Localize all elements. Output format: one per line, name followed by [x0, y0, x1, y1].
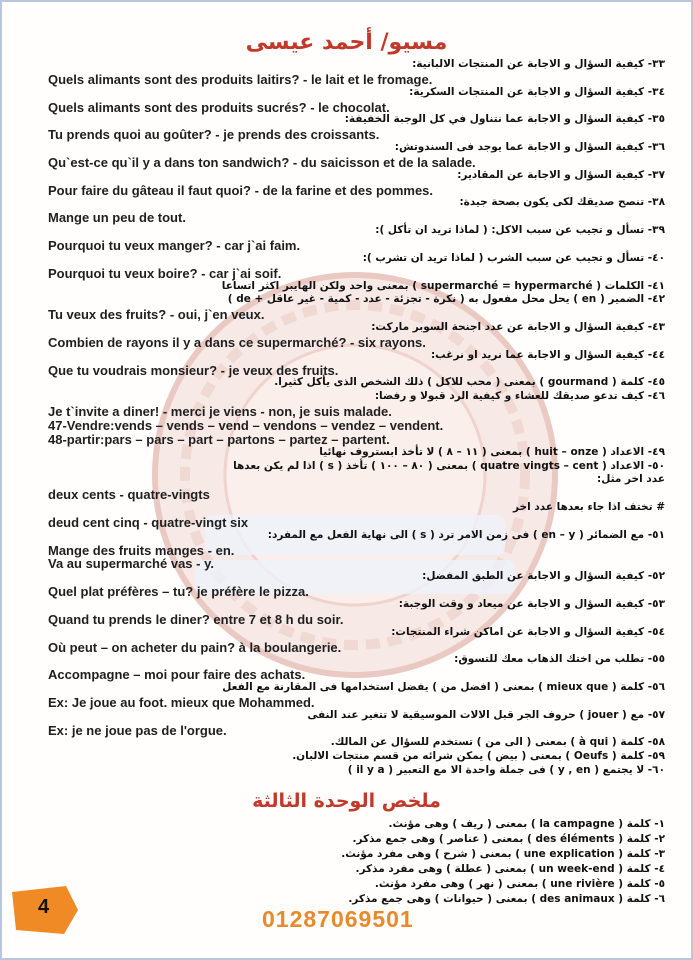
french-example-line: Quels alimants sont des produits laitirs? - le lait et le fromage.: [48, 71, 433, 87]
summary-item: ٤- كلمة ( un week-end ) بمعنى ( عطلة ) وهى مفرد مذكر.: [355, 863, 665, 875]
arabic-rule-line: ٥٧- مع ( jouer ) حروف الجر قبل الالات الموسيقية لا تتغير عند النفى: [307, 708, 665, 721]
arabic-rule-line: ٥٥- تطلب من اختك الذهاب معك للتسوق:: [454, 653, 665, 666]
footer-phone: 01287069501: [262, 906, 414, 932]
french-example-line: Je t`invite a diner! - merci je viens - non, je suis malade.: [48, 404, 392, 420]
french-example-line: Pour faire du gâteau il faut quoi? - de la farine et des pommes.: [48, 182, 434, 198]
french-example-line: Quels alimants sont des produits sucrés? - le chocolat.: [48, 99, 390, 115]
arabic-rule-line: ٥١- مع الضمائر ( en – y ) فى زمن الامر ترد ( s ) الى نهاية الفعل مع المفرد:: [267, 528, 665, 541]
french-example-line: Va au supermarché vas - y.: [48, 556, 214, 572]
arabic-rule-line: ٤٢- الضمير ( en ) يحل محل مفعول به ( نكرة - تجزئة - عدد - كمية - غير عاقل + de ): [227, 293, 665, 306]
summary-item: ٦- كلمة ( des animaux ) بمعنى ( حيوانات ) وهى جمع مذكر.: [348, 893, 665, 905]
french-example-line: deud cent cinq - quatre-vingt six: [48, 514, 249, 530]
arabic-rule-line: ٣٩- تسأل و تجيب عن سبب الاكل: ( لماذا تريد ان تأكل ):: [375, 224, 665, 237]
arabic-rule-line: ٥٢- كيفية السؤال و الاجابة عن الطبق المفضل:: [422, 570, 665, 583]
french-example-line: 47-Vendre:vends – vends – vend – vendons – vendez – vendent.: [48, 418, 444, 433]
summary-item: ٢- كلمة ( des éléments ) بمعنى ( عناصر ) وهى جمع مذكر.: [352, 833, 665, 845]
french-example-line: Quand tu prends le diner? entre 7 et 8 h du soir.: [48, 611, 344, 627]
arabic-rule-line: ٥٨- كلمة ( à qui ) بمعنى ( الى من ) تستخدم للسؤال عن المالك.: [330, 736, 665, 749]
arabic-rule-line: ٤٣- كيفية السؤال و الاجابة عن عدد اجنحة السوبر ماركت:: [371, 321, 665, 334]
arabic-rule-line: ٣٦- كيفية السؤال و الاجابة عما يوجد فى السندوتش:: [394, 141, 665, 154]
summary-item: ٣- كلمة ( une explication ) بمعنى ( شرح ) وهى مفرد مؤنث.: [341, 848, 665, 860]
summary-item: ١- كلمة ( la campagne ) بمعنى ( ريف ) وهى مؤنث.: [388, 818, 665, 830]
french-example-line: Accompagne – moi pour faire des achats.: [48, 667, 306, 683]
arabic-rule-line: ٣٨- تنصح صديقك لكى يكون بصحة جيدة:: [459, 196, 665, 209]
arabic-rule-line: # تختف اذا جاء بعدها عدد اخر: [513, 501, 665, 514]
arabic-rule-line: ٤٩- الاعداد ( huit – onze ) بمعنى ( ١١ – ٨ ) لا تأخذ ابستروف نهائيا: [319, 445, 665, 458]
arabic-rule-line: ٤١- الكلمات ( supermarché = hypermarché ) بمعنى واحد ولكن الهايبر اكثر اتساعا: [221, 279, 665, 292]
arabic-rule-line: ٤٥- كلمة ( gourmand ) بمعنى ( محب للاكل ) ذلك الشخص الذى يأكل كثيرا.: [274, 376, 665, 389]
french-example-line: Tu veux des fruits? - oui, j`en veux.: [48, 307, 265, 323]
french-example-line: Pourquoi tu veux boire? - car j`ai soif.: [48, 265, 282, 281]
french-example-line: deux cents - quatre-vingts: [48, 487, 210, 503]
french-example-line: Pourquoi tu veux manger? - car j`ai faim.: [48, 238, 301, 253]
french-example-line: Qu`est-ce qu`il y a dans ton sandwich? - du saicisson et de la salade.: [48, 154, 476, 170]
arabic-rule-line: ٤٤- كيفية السؤال و الاجابة عما نريد او نرغب:: [430, 348, 665, 361]
page-number-badge: [10, 884, 80, 936]
arabic-rule-line: ٥٣- كيفية السؤال و الاجابة عن ميعاد و وقت الوجبة:: [398, 598, 665, 610]
arabic-rule-line: ٤٦- كيف تدعو صديقك للعشاء و كيفية الرد قبولا و رفضا:: [374, 390, 665, 403]
arabic-rule-line: ٣٤- كيفية السؤال و الاجابة عن المنتجات السكرية:: [409, 85, 665, 98]
page-number: 4: [38, 896, 50, 918]
arabic-rule-line: ٦٠- لا يجتمع ( y , en ) فى جملة واحدة الا مع التعبير ( il y a ): [347, 764, 665, 777]
french-example-line: Que tu voudrais monsieur? - je veux des fruits.: [48, 362, 339, 378]
arabic-rule-line: ٥٤- كيفية السؤال و الاجابة عن اماكن شراء المنتجات:: [391, 625, 665, 638]
french-example-line: Ex: je ne joue pas de l'orgue.: [48, 722, 227, 738]
french-example-line: Ex: Je joue au foot. mieux que Mohammed.: [48, 694, 315, 710]
french-example-line: Tu prends quoi au goûter? - je prends des croissants.: [48, 127, 380, 143]
french-example-line: Où peut – on acheter du pain? à la boulangerie.: [48, 639, 342, 655]
arabic-rule-line: ٥٠- الاعداد ( quatre vingts – cent ) بمعنى ( ٨٠ – ١٠٠ ) تأخذ ( s ) اذا لم يكن بعدها: [233, 459, 665, 472]
arabic-rule-line: ٣٧- كيفية السؤال و الاجابة عن المقادير:: [457, 168, 665, 181]
french-example-line: Quel plat préfères – tu? je préfère le pizza.: [48, 584, 309, 600]
french-example-line: Mange des fruits manges - en.: [48, 542, 235, 558]
french-example-line: Mange un peu de tout.: [48, 210, 186, 226]
arabic-rule-line: ٣٣- كيفية السؤال و الاجابة عن المنتجات الالبانية:: [412, 58, 665, 70]
arabic-rule-line: ٣٥- كيفية السؤال و الاجابة عما نتناول في كل الوجبة الخفيفة:: [344, 113, 665, 126]
french-example-line: Combien de rayons il y a dans ce supermarché? - six rayons.: [48, 334, 426, 350]
page-title: مسيو/ أحمد عيسى: [245, 30, 448, 55]
arabic-rule-line: ٥٦- كلمة ( mieux que ) بمعنى ( افضل من ) يفضل استخدامها فى المقارنة مع الفعل: [222, 681, 665, 694]
summary-title: ملخص الوحدة الثالثة: [252, 790, 441, 812]
arabic-rule-line: ٥٩- كلمة ( Oeufs ) بمعنى ( بيض ) يمكن شرائه من قسم منتجات الالبان.: [292, 750, 665, 763]
arabic-rule-line: عدد اخر مثل:: [597, 473, 665, 486]
summary-item: ٥- كلمة ( une rivière ) بمعنى ( نهر ) وهى مفرد مؤنث.: [374, 878, 665, 890]
french-example-line: 48-partir:pars – pars – part – partons – partez – partent.: [48, 431, 390, 447]
arabic-rule-line: ٤٠- تسأل و تجيب عن سبب الشرب ( لماذا تريد ان تشرب ):: [362, 251, 665, 264]
